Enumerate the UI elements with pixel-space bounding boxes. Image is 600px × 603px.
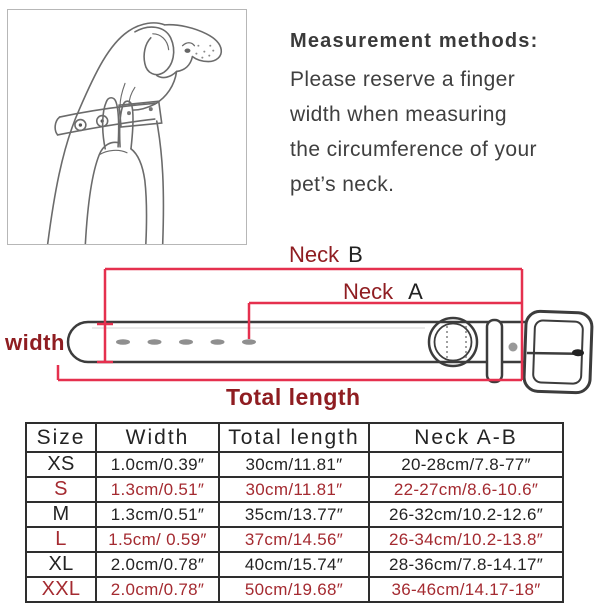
cell-neck-ab: 36-46cm/14.17-18″: [369, 577, 563, 602]
measurement-line: pet’s neck.: [290, 173, 395, 196]
header-total-length: Total length: [219, 423, 369, 452]
measurement-line: Please reserve a finger: [290, 68, 516, 91]
header-neck-ab: Neck A-B: [369, 423, 563, 452]
dog-sketch: [8, 10, 246, 244]
cell-width: 2.0cm/0.78″: [96, 577, 219, 602]
cell-width: 1.3cm/0.51″: [96, 477, 219, 502]
cell-neck-ab: 26-34cm/10.2-13.8″: [369, 527, 563, 552]
cell-size: XXL: [26, 577, 96, 602]
neck-b-word: Neck: [289, 242, 340, 267]
total-length-label: Total length: [226, 384, 361, 410]
neck-a-letter: A: [408, 279, 423, 304]
cell-total-length: 30cm/11.81″: [219, 452, 369, 477]
cell-neck-ab: 28-36cm/7.8-14.17″: [369, 552, 563, 577]
collar-buckle: [524, 311, 593, 393]
cell-total-length: 50cm/19.68″: [219, 577, 369, 602]
header-size: Size: [26, 423, 96, 452]
measurement-instructions: [290, 30, 590, 202]
neck-b-letter: B: [348, 242, 363, 267]
strap-end-hole: [509, 343, 518, 352]
table-row-s: [26, 477, 563, 502]
table-row-xs: [26, 452, 563, 477]
size-chart-table: [25, 422, 564, 603]
width-label: width: [5, 330, 65, 355]
cell-width: 1.3cm/0.51″: [96, 502, 219, 527]
cell-total-length: 40cm/15.74″: [219, 552, 369, 577]
cell-size: XL: [26, 552, 96, 577]
table-header-row: [26, 423, 563, 452]
cell-size: S: [26, 477, 96, 502]
neck-b-label: [289, 242, 363, 268]
collar-measurement-diagram: [0, 238, 600, 420]
neck-a-label: [343, 279, 423, 305]
cell-size: L: [26, 527, 96, 552]
header-width: Width: [96, 423, 219, 452]
measurement-line: width when measuring: [290, 103, 507, 126]
measurement-line: the circumference of your: [290, 138, 537, 161]
dog-sketch-box: [7, 9, 247, 245]
collar-keeper: [487, 320, 502, 382]
cell-neck-ab: 20-28cm/7.8-77″: [369, 452, 563, 477]
neck-a-word: Neck: [343, 279, 394, 304]
cell-width: 1.5cm/ 0.59″: [96, 527, 219, 552]
table-row-l: [26, 527, 563, 552]
cell-neck-ab: 22-27cm/8.6-10.6″: [369, 477, 563, 502]
cell-size: XS: [26, 452, 96, 477]
cell-neck-ab: 26-32cm/10.2-12.6″: [369, 502, 563, 527]
table-row-xl: [26, 552, 563, 577]
cell-width: 1.0cm/0.39″: [96, 452, 219, 477]
cell-total-length: 37cm/14.56″: [219, 527, 369, 552]
measurement-title: Measurement methods:: [290, 30, 539, 52]
table-row-m: [26, 502, 563, 527]
cell-total-length: 30cm/11.81″: [219, 477, 369, 502]
table-row-xxl: [26, 577, 563, 602]
cell-total-length: 35cm/13.77″: [219, 502, 369, 527]
cell-width: 2.0cm/0.78″: [96, 552, 219, 577]
cell-size: M: [26, 502, 96, 527]
